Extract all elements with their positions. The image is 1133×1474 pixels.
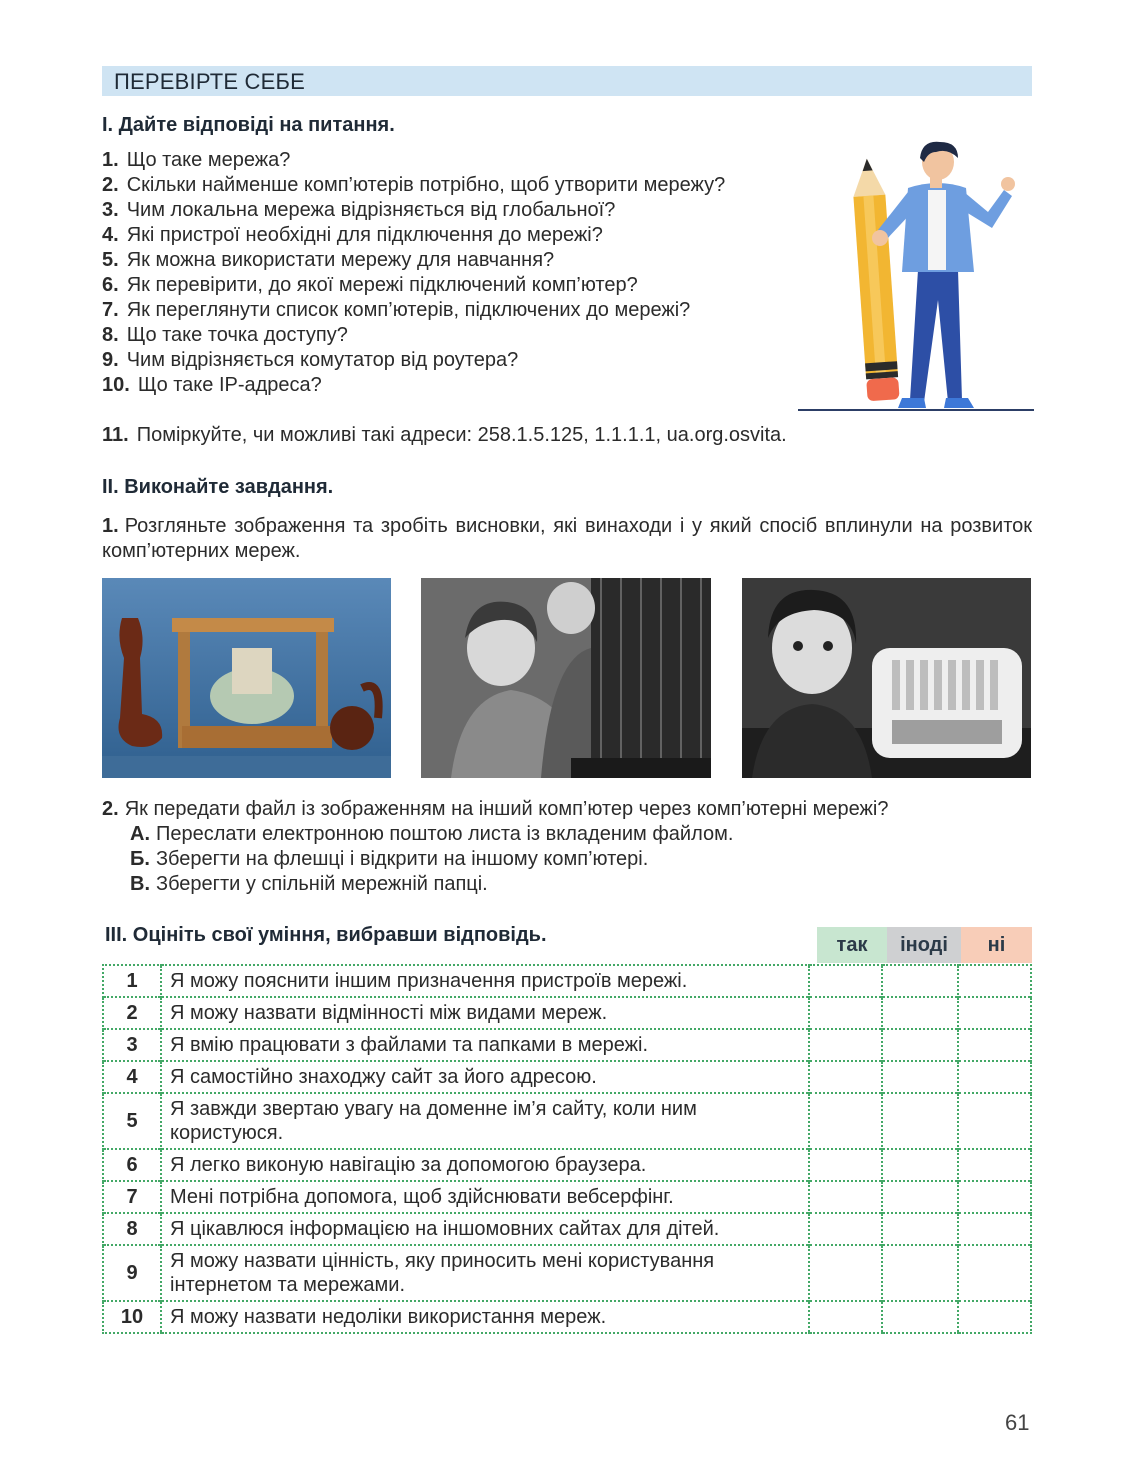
table-row [103,1061,1031,1093]
question-4: 4. Які пристрої необхідні для підключення до мережі? [102,224,603,246]
table-row [103,1181,1031,1213]
task-2-question: 2. Як передати файл із зображенням на інший комп’ютер через комп’ютерні мережі? [102,798,889,820]
task-2-option-c: В. Зберегти у спільній мережній папці. [130,873,488,895]
row-number: 8 [103,1213,161,1245]
cell-no[interactable] [958,1213,1031,1245]
table-row [103,1029,1031,1061]
cell-no[interactable] [958,1149,1031,1181]
cell-sometimes[interactable] [882,997,958,1029]
row-number: 9 [103,1245,161,1301]
row-statement: Мені потрібна допомога, щоб здійснювати вебсерфінг. [161,1181,809,1213]
row-statement: Я самостійно знаходжу сайт за його адресою. [161,1061,809,1093]
cell-no[interactable] [958,1061,1031,1093]
table-row [103,1245,1031,1301]
question-8: 8. Що таке точка доступу? [102,324,348,346]
row-number: 3 [103,1029,161,1061]
cell-yes[interactable] [809,1149,882,1181]
column-no-header: ні [961,927,1032,963]
question-5: 5. Як можна використати мережу для навчання? [102,249,555,271]
row-statement: Я вмію працювати з файлами та папками в мережі. [161,1029,809,1061]
cell-sometimes[interactable] [882,1029,958,1061]
task-2-option-b: Б. Зберегти на флешці і відкрити на іншому комп’ютері. [130,848,649,870]
column-yes-header: так [817,927,887,963]
question-9: 9. Чим відрізняється комутатор від роутера? [102,349,519,371]
table-row [103,1301,1031,1333]
cell-no[interactable] [958,1301,1031,1333]
cell-sometimes[interactable] [882,1181,958,1213]
question-3: 3. Чим локальна мережа відрізняється від глобальної? [102,199,616,221]
question-10: 10. Що таке IP-адреса? [102,374,322,396]
cell-sometimes[interactable] [882,965,958,997]
task-2-option-a: А. Переслати електронною поштою листа із вкладеним файлом. [130,823,734,845]
section-header [102,66,1032,96]
table-row [103,1213,1031,1245]
table-row [103,965,1031,997]
cell-yes[interactable] [809,1181,882,1213]
row-statement: Я легко виконую навігацію за допомогою браузера. [161,1149,809,1181]
question-7: 7. Як переглянути список комп’ютерів, підключених до мережі? [102,299,691,321]
row-statement: Я цікавлюся інформацією на іншомовних сайтах для дітей. [161,1213,809,1245]
row-statement: Я можу пояснити іншим призначення пристроїв мережі. [161,965,809,997]
question-2: 2. Скільки найменше комп’ютерів потрібно, щоб утворити мережу? [102,174,726,196]
cell-no[interactable] [958,1029,1031,1061]
question-11: 11. Поміркуйте, чи можливі такі адреси: 258.1.5.125, 1.1.1.1, ua.org.osvita. [102,424,787,446]
table-row [103,1149,1031,1181]
questions-list [102,148,802,398]
table-row [103,997,1031,1029]
cell-yes[interactable] [809,1061,882,1093]
table-row [103,1093,1031,1149]
section-1-title: І. Дайте відповіді на питання. [102,114,395,136]
cell-yes[interactable] [809,1093,882,1149]
task-1: 1. Розгляньте зображення та зробіть висновки, які винаходи і у який спосіб вплинули на розвиток комп’ютерних мереж. [102,515,1032,562]
cell-sometimes[interactable] [882,1149,958,1181]
telephone-photo [102,578,391,778]
cell-sometimes[interactable] [882,1093,958,1149]
cell-sometimes[interactable] [882,1245,958,1301]
row-statement: Я можу назвати відмінності між видами мереж. [161,997,809,1029]
cell-no[interactable] [958,965,1031,997]
pencil-person-illustration [798,140,1034,415]
cell-no[interactable] [958,1181,1031,1213]
switchboard-operators-photo [421,578,711,778]
task-2 [102,797,889,897]
self-assessment-table [102,964,1032,1334]
cell-yes[interactable] [809,1301,882,1333]
cell-sometimes[interactable] [882,1213,958,1245]
row-number: 1 [103,965,161,997]
cell-no[interactable] [958,1093,1031,1149]
question-6: 6. Як перевірити, до якої мережі підключений комп’ютер? [102,274,638,296]
cell-yes[interactable] [809,1245,882,1301]
section-header-title: ПЕРЕВІРТЕ СЕБЕ [114,69,306,94]
row-number: 2 [103,997,161,1029]
cell-yes[interactable] [809,965,882,997]
cell-no[interactable] [958,1245,1031,1301]
row-number: 7 [103,1181,161,1213]
section-2-title: ІІ. Виконайте завдання. [102,476,334,498]
section-3-title: ІІІ. Оцініть свої уміння, вибравши відповідь. [105,924,547,946]
row-number: 4 [103,1061,161,1093]
cell-yes[interactable] [809,997,882,1029]
row-number: 10 [103,1301,161,1333]
cell-yes[interactable] [809,1029,882,1061]
row-statement: Я можу назвати цінність, яку приносить мені користування інтернетом та мережами. [161,1245,809,1301]
child-radio-photo [742,578,1031,778]
row-number: 5 [103,1093,161,1149]
column-sometimes-header: іноді [887,927,961,963]
row-statement: Я можу назвати недоліки використання мереж. [161,1301,809,1333]
page-number: 61 [1005,1410,1030,1435]
cell-sometimes[interactable] [882,1301,958,1333]
question-1: 1. Що таке мережа? [102,149,291,171]
row-statement: Я завжди звертаю увагу на доменне ім’я сайту, коли ним користуюся. [161,1093,809,1149]
cell-sometimes[interactable] [882,1061,958,1093]
row-number: 6 [103,1149,161,1181]
cell-no[interactable] [958,997,1031,1029]
cell-yes[interactable] [809,1213,882,1245]
